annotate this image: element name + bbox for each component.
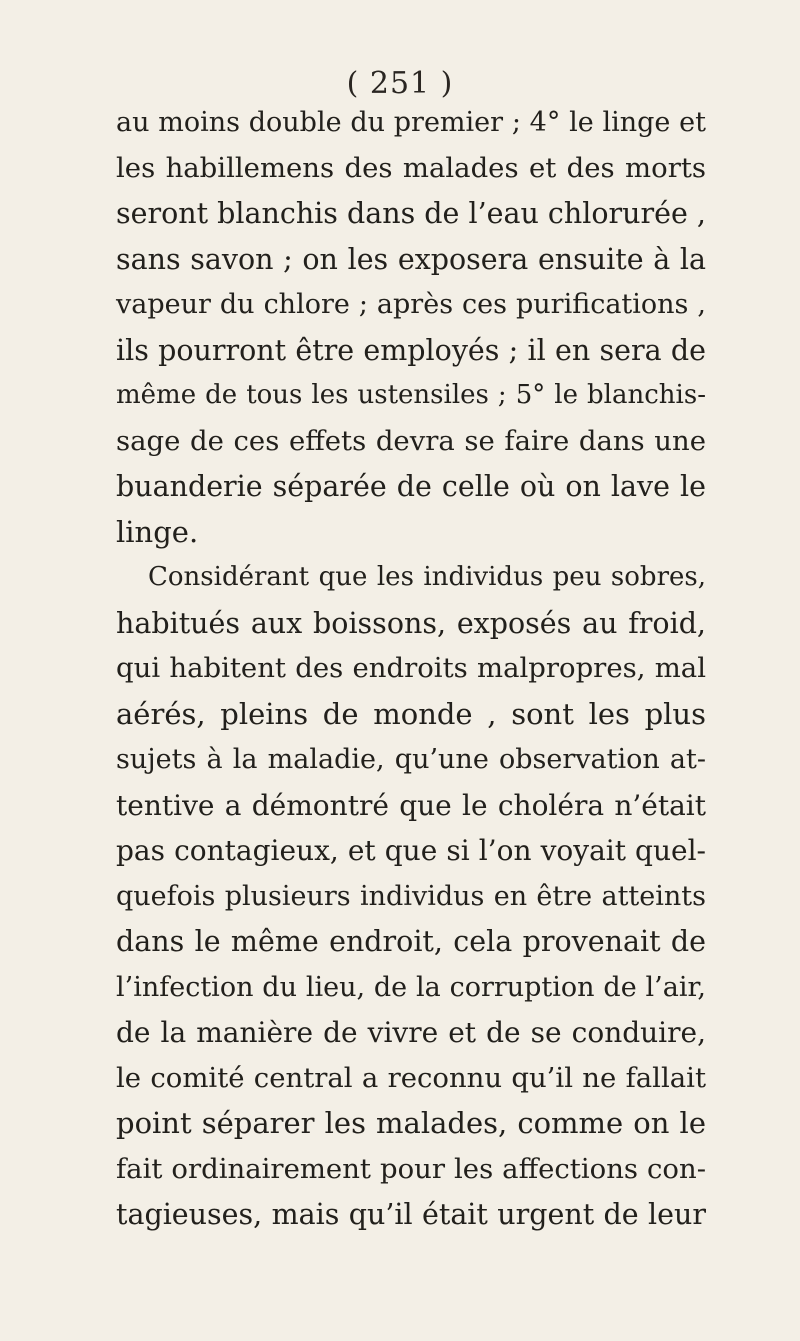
text-line: ils pourront être employés ; il en sera de <box>116 333 706 367</box>
text-line: quefois plusieurs individus en être atteints <box>116 880 706 912</box>
text-line: sujets à la maladie, qu’une observation at- <box>116 744 706 775</box>
text-line: Considérant que les individus peu sobres, <box>148 562 706 592</box>
text-line: sage de ces effets devra se faire dans une <box>116 424 706 457</box>
text-line: l’infection du lieu, de la corruption de l’air, <box>116 971 706 1003</box>
text-line: fait ordinairement pour les affections con- <box>116 1152 706 1185</box>
text-line: vapeur du chlore ; après ces purifications , <box>116 289 706 320</box>
body-text <box>116 100 706 1238</box>
text-line: le comité central a reconnu qu’il ne fallait <box>116 1061 706 1094</box>
text-line: point séparer les malades, comme on le <box>116 1106 706 1140</box>
text-line: dans le même endroit, cela provenait de <box>116 925 706 958</box>
text-line: tagieuses, mais qu’il était urgent de leur <box>116 1198 706 1231</box>
text-line: habitués aux boissons, exposés au froid, <box>116 606 706 640</box>
text-line: sans savon ; on les exposera ensuite à la <box>116 242 706 276</box>
text-line: les habillemens des malades et des morts <box>116 151 706 184</box>
text-line: linge. <box>116 514 199 549</box>
text-line: de la manière de vivre et de se conduire, <box>116 1016 706 1049</box>
page-number: ( 251 ) <box>346 66 454 101</box>
paragraph <box>116 100 706 555</box>
text-line: au moins double du premier ; 4° le linge et <box>116 107 706 138</box>
text-line: qui habitent des endroits malpropres, mal <box>116 652 706 684</box>
text-line: aérés, pleins de monde , sont les plus <box>116 696 706 731</box>
text-line: pas contagieux, et que si l’on voyait quel- <box>116 834 706 867</box>
paragraph <box>116 555 706 1238</box>
text-line: buanderie séparée de celle où on lave le <box>116 470 706 503</box>
text-line: seront blanchis dans de l’eau chlorurée , <box>116 197 706 230</box>
text-line: tentive a démontré que le choléra n’était <box>116 788 706 822</box>
text-line: même de tous les ustensiles ; 5° le blanchis- <box>116 380 706 410</box>
